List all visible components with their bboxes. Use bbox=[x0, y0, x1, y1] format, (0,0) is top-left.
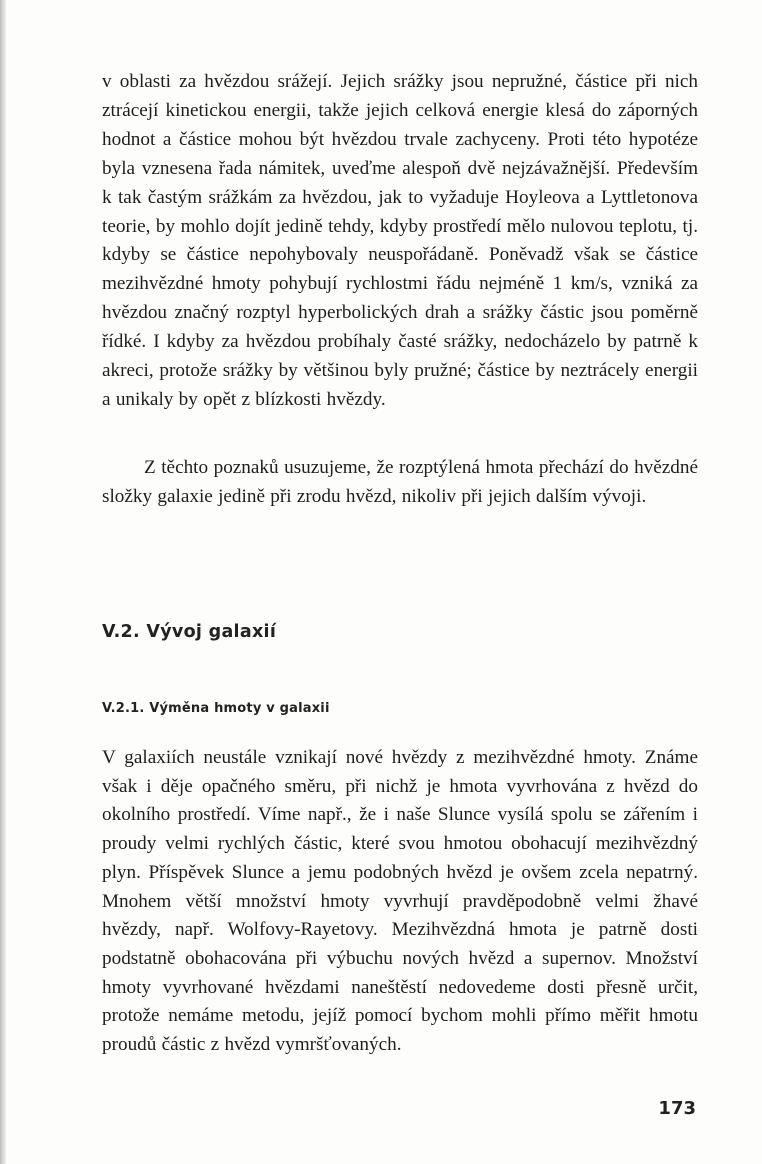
body-paragraph: V galaxiích neustále vznikají nové hvězdy z mezihvězdné hmoty. Známe však i děje opačného směru, při nichž je hmota vyvrhována z hvězd do okolního prostředí. Víme např., že i naše Slunce vysílá spolu se zářením i proudy velmi rychlých částic, které svou hmotou obohacují mezihvězdný plyn. Příspěvek Slunce a jemu podobných hvězd je ovšem zcela nepatrný. Mnohem větší množství hmoty vyvrhují pravděpodobně velmi žhavé hvězdy, např. Wolfovy-Rayetovy. Mezihvězdná hmota je patrně dosti podstatně obohacována při výbuchu nových hvězd a supernov. Množství hmoty vyvrhované hvězdami naneštěstí nedovedeme dosti přesně určit, protože nemáme metodu, jejíž pomocí bychom mohli přímo měřit hmotu proudů částic z hvězd vymršťovaných. bbox=[102, 747, 698, 1056]
body-paragraph: Z těchto poznaků usuzujeme, že rozptýlená hmota přechází do hvězdné složky galaxie jedině při zrodu hvězd, nikoliv při jejich dalším vývoji. bbox=[102, 457, 698, 507]
section-heading: V.2. Vývoj galaxií bbox=[102, 622, 277, 642]
body-paragraph: v oblasti za hvězdou srážejí. Jejich srážky jsou nepružné, částice při nich ztrácejí kinetickou energii, takže jejich celková energie klesá do záporných hodnot a částice mohou být hvězdou trvale zachyceny. Proti této hypotéze byla vznesena řada námitek, uveďme alespoň dvě nejzávažnější. Především k tak častým srážkám za hvězdou, jak to vyžaduje Hoyleova a Lyttletonova teorie, by mohlo dojít jedině tehdy, kdyby prostředí mělo nulovou teplotu, tj. kdyby se částice nepohybovaly neuspořádaně. Poněvadž však se částice mezihvězdné hmoty pohybují rychlostmi řádu nejméně 1 km/s, vzniká za hvězdou značný rozptyl hyperbolických drah a srážky částic jsou poměrně řídké. I kdyby za hvězdou probíhaly časté srážky, nedocházelo by patrně k akreci, protože srážky by většinou byly pružné; částice by neztrácely energii a unikaly by opět z blízkosti hvězdy. bbox=[102, 71, 698, 410]
page-binding-edge bbox=[0, 0, 6, 1164]
page-number: 173 bbox=[658, 1098, 696, 1119]
subsection-heading: V.2.1. Výměna hmoty v galaxii bbox=[102, 701, 330, 716]
